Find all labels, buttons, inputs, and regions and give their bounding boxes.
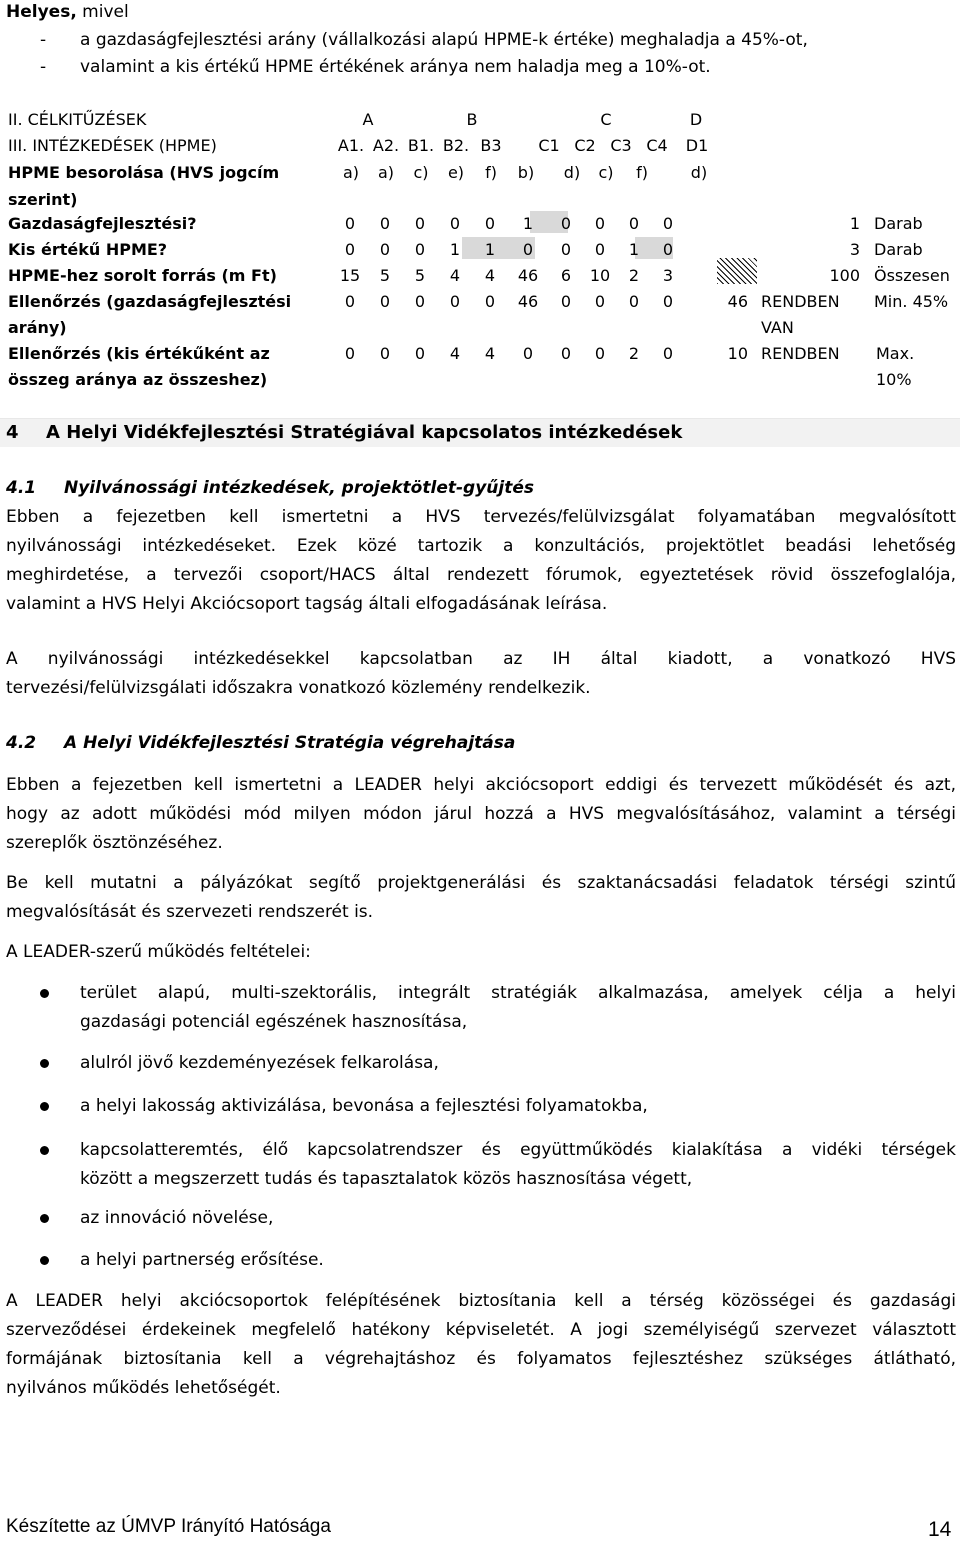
row-total: 100 [829,266,860,285]
table-cell-value: 4 [449,344,461,363]
table-cell-value: 0 [522,344,534,363]
table-cell-value: 0 [449,292,461,311]
table-cell-value: 3 [662,266,674,285]
table-cell-value: 0 [522,240,534,259]
hatched-cell [717,258,757,284]
code: C2 [574,136,596,155]
code: B2. [442,136,470,155]
text-line: A nyilvánossági intézkedésekkel kapcsolatban az IH által kiadott, a vonatkozó HVS [6,649,956,669]
table-cell-value: 0 [484,214,496,233]
row-total: 1 [849,214,860,233]
bullet-item: az innováció növelése, [80,1208,274,1228]
intro-title-bold: Helyes, [6,2,77,22]
text-line: A LEADER helyi akciócsoportok felépítésének biztosítania kell a térség közösségei és gazdasági [6,1291,956,1311]
check1-sum: 46 [727,292,748,311]
hvs-value: a) [342,163,360,182]
section-4-2-title: A Helyi Vidékfejlesztési Stratégia végrehajtása [64,733,516,753]
row-unit: Összesen [874,266,950,285]
table-cell-value: 0 [379,292,391,311]
check1-label-2: arány) [8,318,67,337]
text-line: kapcsolatteremtés, élő kapcsolatrendszer és együttműködés kialakítása a vidéki térségek [80,1140,956,1160]
group-b: B [466,110,478,129]
text-line: szerveződései érdekeinek megfelelő hatékony képviseletét. A jogi személyiségű szervezet választott [6,1320,956,1340]
hvs-value: c) [413,163,429,182]
table-cell-value: 5 [379,266,391,285]
table-cell-value: 0 [414,292,426,311]
hvs-value: a) [377,163,395,182]
table-cell-value: 0 [594,214,606,233]
row-total: 3 [849,240,860,259]
intro-dash-1: - [40,30,47,50]
hvs-value: d) [563,163,581,182]
check2-limit-1: Max. [876,344,915,363]
s41-paragraph-1 [6,503,956,619]
s42-paragraph-1 [6,771,956,858]
table-cell-value: 0 [560,344,572,363]
check2-limit-2: 10% [876,370,912,389]
text-line: között a megszerzett tudás és tapasztalatok közös hasznosítása végett, [80,1169,693,1189]
text-line: Ebben a fejezetben kell ismertetni a LEADER helyi akciócsoport eddigi és tervezett működését és azt, [6,775,956,795]
table-cell-value: 0 [628,214,640,233]
text-line: Be kell mutatni a pályázókat segítő projektgenerálási és szaktanácsadási feladatok térségi szintű [6,873,956,893]
group-a: A [362,110,374,129]
table-cell-value: 1 [628,240,640,259]
hvs-value: d) [690,163,708,182]
intro-item-2: valamint a kis értékű HPME értékének aránya nem haladja meg a 10%-ot. [80,57,711,77]
text-line: nyilvánossági intézkedéseket. Ezek közé tartozik a konzultációs, projektötlet beadási lehetőség [6,536,956,556]
table-cell-value: 0 [379,214,391,233]
table-cell-value: 0 [379,240,391,259]
text-line: Ebben a fejezetben kell ismertetni a HVS tervezés/felülvizsgálat folyamatában megvalósított [6,507,956,527]
hvs-value: c) [598,163,614,182]
section-4-title: A Helyi Vidékfejlesztési Stratégiával kapcsolatos intézkedések [46,422,683,443]
bullet-item: a helyi lakosság aktivizálása, bevonása a fejlesztési folyamatokba, [80,1096,648,1116]
code: B3 [480,136,502,155]
code: B1. [407,136,435,155]
text-line: tervezési/felülvizsgálati időszakra vonatkozó közlemény rendelkezik. [6,678,591,698]
hvs-value: f) [485,163,497,182]
table-cell-value: 0 [560,240,572,259]
table-cell-value: 0 [662,240,674,259]
bullet-item [80,1136,956,1194]
hvs-label-1: HPME besorolása (HVS jogcím [8,163,280,182]
hpme-table [0,0,960,400]
section-4-2-number: 4.2 [6,733,37,753]
hvs-label-2: szerint) [8,190,78,209]
table-cell-value: 0 [484,292,496,311]
table-cell-value: 0 [662,214,674,233]
text-line: szereplők ösztönzéséhez. [6,833,223,853]
bullet-item: alulról jövő kezdeményezések felkarolása, [80,1053,439,1073]
code: A1. [337,136,365,155]
section-4-1-title: Nyilvánossági intézkedések, projektötlet-gyűjtés [64,478,534,498]
table-cell-value: 0 [594,344,606,363]
table-cell-value: 46 [517,292,539,311]
table-cell-value: 1 [449,240,461,259]
section-4-heading-bar [0,418,960,447]
table-cell-value: 4 [449,266,461,285]
s42-paragraph-3 [6,938,956,967]
s42-paragraph-2 [6,869,956,927]
footer-text: Készítette az ÚMVP Irányító Hatósága [6,1516,331,1537]
table-cell-value: 46 [517,266,539,285]
intezk-label: III. INTÉZKEDÉSEK (HPME) [8,136,217,155]
code: A2. [372,136,400,155]
table-cell-value: 0 [414,240,426,259]
table-cell-value: 0 [594,240,606,259]
table-cell-value: 0 [344,344,356,363]
table-cell-value: 1 [484,240,496,259]
bullet-item: a helyi partnerség erősítése. [80,1250,324,1270]
table-cell-value: 0 [344,214,356,233]
table-cell-value: 0 [628,292,640,311]
table-cell-value: 0 [560,214,572,233]
table-cell-value: 0 [662,292,674,311]
table-cell-value: 0 [414,214,426,233]
row-unit: Darab [874,214,923,233]
code: C1 [538,136,560,155]
code: D1 [685,136,709,155]
table-cell-value: 0 [449,214,461,233]
hvs-value: e) [447,163,465,182]
table-cell-value: 0 [379,344,391,363]
group-d: D [689,110,703,129]
table-cell-value: 5 [414,266,426,285]
s41-paragraph-2 [6,645,956,703]
row-label-gazd: Gazdaságfejlesztési? [8,214,197,233]
intro-title-rest: mivel [76,2,129,22]
section-4-1-number: 4.1 [6,478,37,498]
code: C3 [610,136,632,155]
table-cell-value: 2 [628,266,640,285]
bullet-icon [40,1102,49,1111]
table-cell-value: 0 [414,344,426,363]
table-cell-value: 15 [339,266,361,285]
text-line: valamint a HVS Helyi Akciócsoport tagság általi elfogadásának leírása. [6,594,608,614]
check2-label-1: Ellenőrzés (kis értékűként az [8,344,270,363]
table-cell-value: 0 [344,292,356,311]
row-label-kis: Kis értékű HPME? [8,240,168,259]
text-line: hogy az adott működési mód milyen módon járul hozzá a HVS megvalósításához, valamint a térségi [6,804,956,824]
s42-paragraph-4 [6,1287,956,1403]
table-cell-value: 2 [628,344,640,363]
text-line: megvalósítását és szervezeti rendszerét is. [6,902,374,922]
bullet-icon [40,1059,49,1068]
text-line: gazdasági potenciál egészének hasznosítása, [80,1012,468,1032]
check1-limit: Min. 45% [874,292,949,311]
bullet-icon [40,1146,49,1155]
section-4-number: 4 [6,422,19,443]
check2-sum: 10 [727,344,748,363]
page-number: 14 [928,1518,952,1541]
hvs-value: b) [517,163,535,182]
text-line: formájának biztosítania kell a végrehajtáshoz és folyamatos fejlesztéshez szükséges átlátható, [6,1349,956,1369]
table-cell-value: 0 [662,344,674,363]
text-line: A LEADER-szerű működés feltételei: [6,942,311,962]
code: C4 [646,136,668,155]
table-cell-value: 0 [594,292,606,311]
text-line: meghirdetése, a tervezői csoport/HACS által rendezett fórumok, egyeztetések rövid összefoglalója, [6,565,956,585]
table-cell-value: 10 [589,266,611,285]
table-cell-value: 4 [484,344,496,363]
hvs-value: f) [636,163,648,182]
row-label-forras: HPME-hez sorolt forrás (m Ft) [8,266,277,285]
celkitu-label: II. CÉLKITŰZÉSEK [8,110,147,129]
text-line: terület alapú, multi-szektorális, integrált stratégiák alkalmazása, amelyek célja a helyi [80,983,956,1003]
table-cell-value: 6 [560,266,572,285]
check1-status-1: RENDBEN [761,292,840,311]
check1-status-2: VAN [761,318,794,337]
text-line: nyilvános működés lehetőségét. [6,1378,281,1398]
bullet-icon [40,1214,49,1223]
check1-label-1: Ellenőrzés (gazdaságfejlesztési [8,292,292,311]
intro-item-1: a gazdaságfejlesztési arány (vállalkozási alapú HPME-k értéke) meghaladja a 45%-ot, [80,30,808,50]
row-unit: Darab [874,240,923,259]
check2-status-1: RENDBEN [761,344,840,363]
bullet-item [80,979,956,1037]
table-cell-value: 0 [344,240,356,259]
table-cell-value: 0 [560,292,572,311]
table-cell-value: 4 [484,266,496,285]
bullet-icon [40,989,49,998]
table-cell-value: 1 [522,214,534,233]
intro-dash-2: - [40,57,47,77]
bullet-icon [40,1256,49,1265]
group-c: C [600,110,612,129]
check2-label-2: összeg aránya az összeshez) [8,370,268,389]
